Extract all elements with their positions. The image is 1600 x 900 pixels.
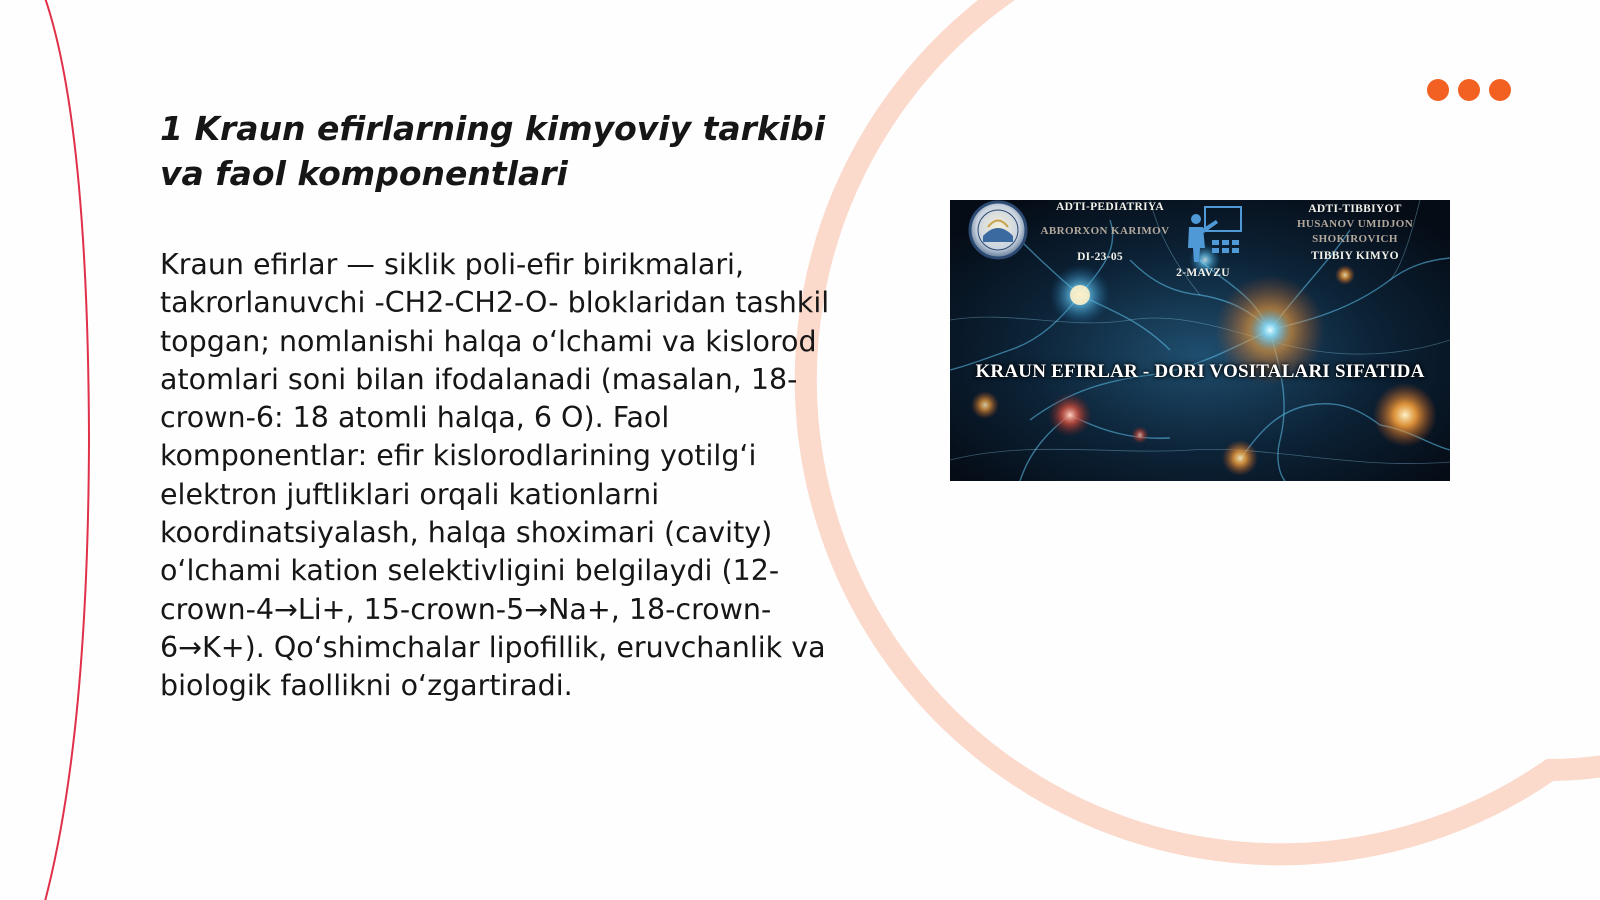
left-group-code: DI-23-05 [1077,251,1123,263]
banner-main-title: KRAUN EFIRLAR - DORI VOSITALARI SIFATIDA [975,361,1425,382]
university-emblem-icon [970,202,1026,258]
left-header: ADTI-PEDIATRIYA [1055,201,1165,213]
slide-body-text: Kraun efirlar — siklik poli-efir birikmalari, takrorlanuvchi -CH2-CH2-O- bloklaridan tashkil topgan; nomlanishi halqa o‘lchami va kislorod atomlari soni bilan ifodalanadi (masalan, 18-crown-6: 18 atomli halqa, 6 O). Faol komponentlar: efir kislorodlarining yotilg‘i elektron juftliklari orqali kationlarni koordinatsiyalash, halqa shoximari (cavity) o‘lchami kation selektivligini belgilaydi (12-crown-4→Li+, 15-crown-5→Na+, 18-crown-6→K+). Qo‘shimchalar lipofillik, eruvchanlik va biologik faollikni o‘zgartiradi. [160,248,830,703]
red-curve-line [44,0,89,900]
topic-banner-image [950,200,1450,481]
dot [1458,79,1480,101]
dot [1489,79,1511,101]
topic-number: 2-MAVZU [1176,267,1230,279]
slide-title: 1 Kraun efirlarning kimyoviy tarkibi va faol komponentlari [160,109,826,193]
more-dots-icon [1427,79,1511,101]
right-header: ADTI-TIBBIYOT [1308,203,1402,215]
right-subject: TIBBIY KIMYO [1311,250,1399,262]
right-author-name-line1: HUSANOV UMIDJON [1296,218,1414,230]
right-author-name-line2: SHOKIROVICH [1312,233,1398,245]
left-author-name: ABRORXON KARIMOV [1040,225,1170,237]
dot [1427,79,1449,101]
